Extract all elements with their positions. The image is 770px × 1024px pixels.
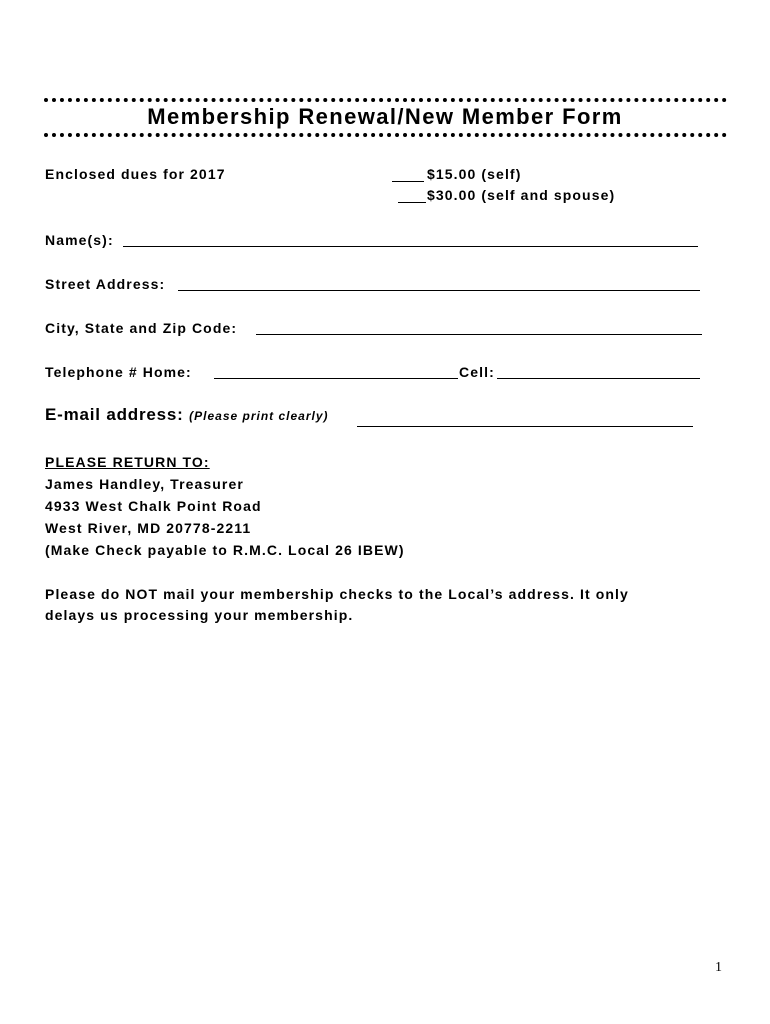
dues-label: Enclosed dues for 2017 xyxy=(45,166,226,182)
telephone-home-field[interactable] xyxy=(214,378,458,379)
return-to-street: 4933 West Chalk Point Road xyxy=(45,498,262,514)
email-note: Please print clearly xyxy=(194,409,324,423)
email-note-open: ( xyxy=(189,409,195,423)
telephone-home-label: Telephone # Home: xyxy=(45,364,192,380)
dues-option-self-blank[interactable] xyxy=(392,181,424,182)
notice-line-1: Please do NOT mail your membership checks to the Local’s address. It only xyxy=(45,586,629,602)
return-to-name: James Handley, Treasurer xyxy=(45,476,244,492)
return-to-heading: PLEASE RETURN TO: xyxy=(45,454,210,470)
names-label: Name(s): xyxy=(45,232,114,248)
email-label: E-mail address: xyxy=(45,405,184,424)
dues-option-spouse-blank[interactable] xyxy=(398,202,426,203)
dues-option-self-label: $15.00 (self) xyxy=(427,166,522,182)
city-state-zip-field[interactable] xyxy=(256,334,702,335)
cell-label: Cell: xyxy=(459,364,495,380)
names-field[interactable] xyxy=(123,246,698,247)
email-field[interactable] xyxy=(357,426,693,427)
street-address-field[interactable] xyxy=(178,290,700,291)
top-dotted-rule xyxy=(44,98,727,102)
email-note-close: ) xyxy=(323,409,329,423)
cell-field[interactable] xyxy=(497,378,700,379)
bottom-dotted-rule xyxy=(44,133,727,137)
page-number: 1 xyxy=(715,960,722,975)
check-payable-note: (Make Check payable to R.M.C. Local 26 IBEW) xyxy=(45,542,405,558)
notice-line-2: delays us processing your membership. xyxy=(45,607,354,623)
street-address-label: Street Address: xyxy=(45,276,166,292)
city-state-zip-label: City, State and Zip Code: xyxy=(45,320,238,336)
email-label-line xyxy=(45,405,329,425)
dues-option-spouse-label: $30.00 (self and spouse) xyxy=(427,187,616,203)
page-title: Membership Renewal/New Member Form xyxy=(147,104,623,129)
return-to-city: West River, MD 20778-2211 xyxy=(45,520,252,536)
